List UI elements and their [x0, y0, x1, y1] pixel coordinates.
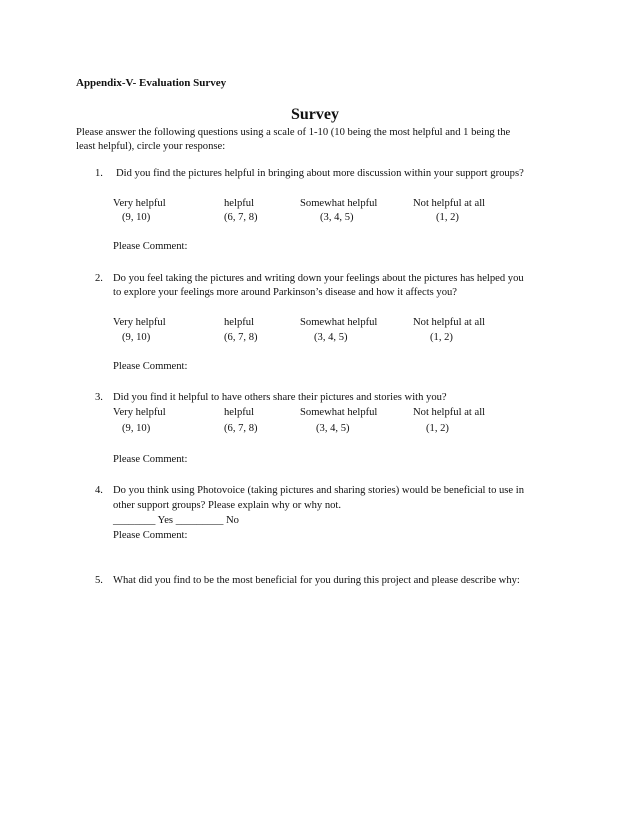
q1-comment-label: Please Comment:	[113, 241, 188, 252]
question-4-text-line-1: Do you think using Photovoice (taking pictures and sharing stories) would be beneficial to use in	[113, 485, 525, 496]
q1-value-somewhat-helpful[interactable]: (3, 4, 5)	[320, 212, 354, 223]
question-1-text: Did you find the pictures helpful in bringing about more discussion within your support groups?	[116, 168, 524, 179]
q3-comment-label: Please Comment:	[113, 454, 188, 465]
question-2-text-line-2: to explore your feelings more around Parkinson’s disease and how it affects you?	[113, 287, 458, 298]
q3-value-helpful[interactable]: (6, 7, 8)	[224, 423, 258, 434]
q3-option-helpful[interactable]: helpful	[224, 407, 255, 418]
appendix-heading: Appendix-V- Evaluation Survey	[76, 77, 227, 89]
q1-value-very-helpful[interactable]: (9, 10)	[122, 212, 151, 223]
q2-option-very-helpful[interactable]: Very helpful	[113, 317, 166, 328]
q1-value-helpful[interactable]: (6, 7, 8)	[224, 212, 258, 223]
q3-option-very-helpful[interactable]: Very helpful	[113, 407, 166, 418]
q3-option-somewhat-helpful[interactable]: Somewhat helpful	[300, 407, 378, 418]
question-2-number: 2.	[95, 273, 103, 284]
q3-option-not-helpful[interactable]: Not helpful at all	[413, 407, 486, 418]
q2-value-somewhat-helpful[interactable]: (3, 4, 5)	[314, 332, 348, 343]
q3-value-very-helpful[interactable]: (9, 10)	[122, 423, 151, 434]
q1-option-helpful[interactable]: helpful	[224, 198, 255, 209]
q2-comment-label: Please Comment:	[113, 361, 188, 372]
question-5-text: What did you find to be the most beneficial for you during this project and please describe why:	[113, 575, 520, 586]
q1-option-very-helpful[interactable]: Very helpful	[113, 198, 166, 209]
q2-option-helpful[interactable]: helpful	[224, 317, 255, 328]
intro-line-2: least helpful), circle your response:	[76, 141, 226, 152]
q1-value-not-helpful[interactable]: (1, 2)	[436, 212, 459, 223]
question-3-number: 3.	[95, 392, 103, 403]
q2-option-somewhat-helpful[interactable]: Somewhat helpful	[300, 317, 378, 328]
question-2-text-line-1: Do you feel taking the pictures and writing down your feelings about the pictures has helped you	[113, 273, 524, 284]
q2-value-very-helpful[interactable]: (9, 10)	[122, 332, 151, 343]
q2-option-not-helpful[interactable]: Not helpful at all	[413, 317, 486, 328]
survey-title: Survey	[291, 106, 339, 123]
q1-option-somewhat-helpful[interactable]: Somewhat helpful	[300, 198, 378, 209]
question-4-text-line-2: other support groups? Please explain why or why not.	[113, 500, 342, 511]
q4-yes-no-answer[interactable]: ________ Yes _________ No	[113, 515, 239, 526]
question-5-number: 5.	[95, 575, 103, 586]
question-1-number: 1.	[95, 168, 103, 179]
q3-value-somewhat-helpful[interactable]: (3, 4, 5)	[316, 423, 350, 434]
q4-comment-label: Please Comment:	[113, 530, 188, 541]
question-3-text: Did you find it helpful to have others share their pictures and stories with you?	[113, 392, 447, 403]
q1-option-not-helpful[interactable]: Not helpful at all	[413, 198, 486, 209]
question-4-number: 4.	[95, 485, 103, 496]
q3-value-not-helpful[interactable]: (1, 2)	[426, 423, 449, 434]
intro-line-1: Please answer the following questions using a scale of 1-10 (10 being the most helpful and 1 being the	[76, 127, 511, 138]
q2-value-helpful[interactable]: (6, 7, 8)	[224, 332, 258, 343]
q2-value-not-helpful[interactable]: (1, 2)	[430, 332, 453, 343]
